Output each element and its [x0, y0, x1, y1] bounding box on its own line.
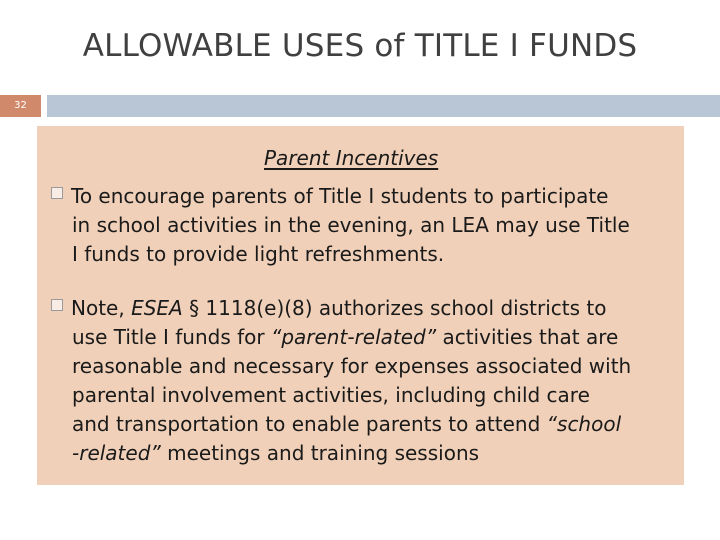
bullet-text-fragment: “parent-related”	[270, 325, 437, 349]
slide-number: 32	[0, 95, 41, 117]
bullet-text-fragment: To encourage parents of Title I students to participate	[71, 184, 609, 208]
bullet-line	[71, 182, 681, 211]
bullet-text-fragment: and transportation to enable parents to attend	[72, 412, 547, 436]
content-heading: Parent Incentives	[264, 146, 439, 170]
bullet-text-refreshments	[72, 182, 682, 269]
bullet-line	[72, 439, 682, 468]
bullet-line	[72, 410, 682, 439]
bullet-text-fragment: activities that are	[436, 325, 619, 349]
bullet-text-fragment: reasonable and necessary for expenses associated with	[72, 354, 632, 378]
slide-title: ALLOWABLE USES of TITLE I FUNDS	[82, 28, 638, 64]
bullet-text-fragment: ESEA	[131, 296, 183, 320]
bullet-line	[72, 240, 682, 269]
bullet-text-fragment: Note,	[71, 296, 132, 320]
bullet-line	[71, 294, 681, 323]
bullet-line	[72, 323, 682, 352]
header-bar	[47, 95, 720, 117]
bullet-box-icon	[51, 299, 63, 311]
bullet-text-fragment: in school activities in the evening, an LEA may use Title	[72, 213, 630, 237]
bullet-text-fragment: meetings and training sessions	[160, 441, 480, 465]
bullet-text-fragment: § 1118(e)(8) authorizes school districts to	[182, 296, 607, 320]
bullet-line	[72, 381, 682, 410]
bullet-line	[72, 352, 682, 381]
bullet-box-icon	[51, 187, 63, 199]
bullet-text-fragment: -related”	[72, 441, 161, 465]
bullet-text-fragment: parental involvement activities, including child care	[72, 383, 590, 407]
bullet-text-fragment: I funds to provide light refreshments.	[72, 242, 445, 266]
bullet-text-esea-note	[72, 294, 682, 468]
bullet-line	[72, 211, 682, 240]
bullet-text-fragment: use Title I funds for	[72, 325, 271, 349]
bullet-text-fragment: “school	[546, 412, 622, 436]
